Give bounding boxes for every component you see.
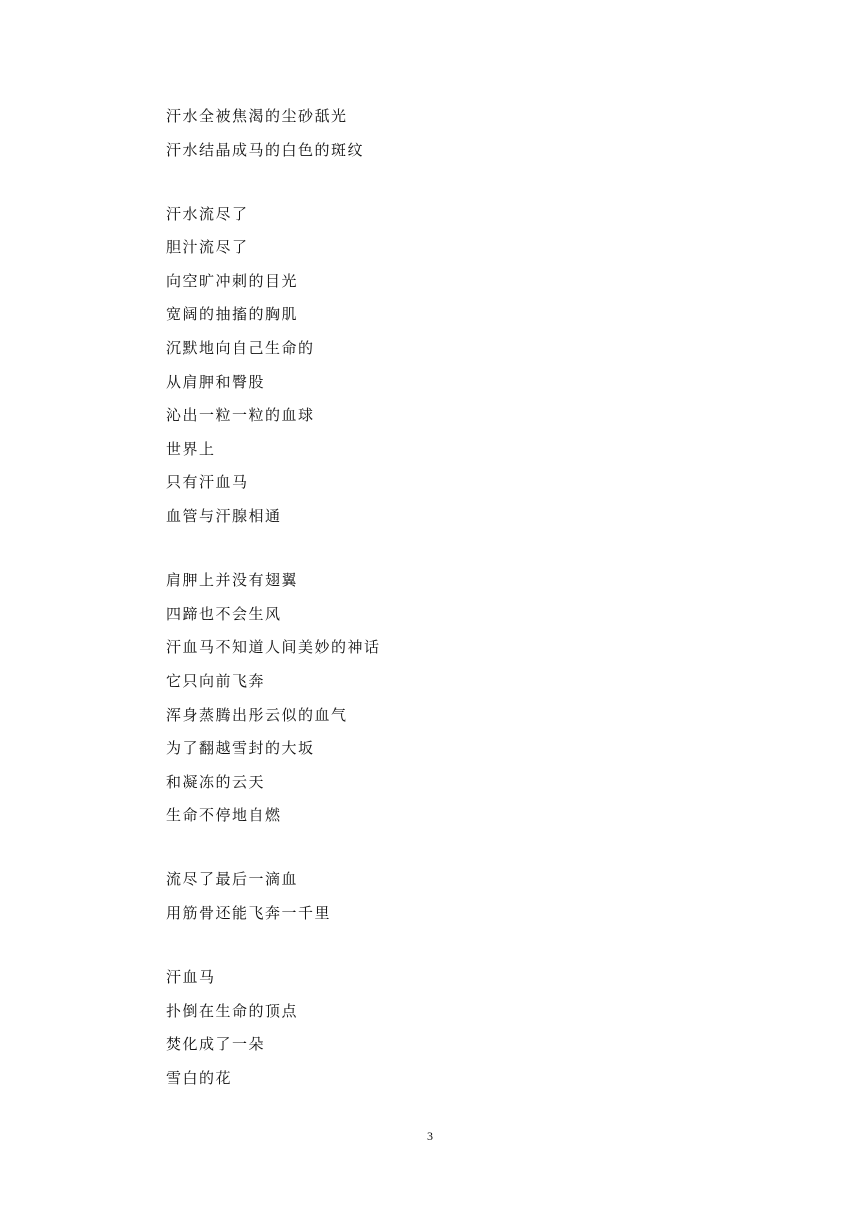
- poem-line: 向空旷冲刺的目光: [166, 271, 299, 290]
- poem-line: 用筋骨还能飞奔一千里: [166, 903, 332, 922]
- stanza-4: [166, 867, 726, 934]
- poem-line: 浑身蒸腾出彤云似的血气: [166, 705, 348, 724]
- poem-body: [166, 104, 726, 1099]
- poem-line: 汗水结晶成马的白色的斑纹: [166, 140, 365, 159]
- poem-line: 它只向前飞奔: [166, 671, 266, 690]
- poem-line: 只有汗血马: [166, 473, 249, 492]
- stanza-3: [166, 568, 726, 837]
- poem-line: 焚化成了一朵: [166, 1035, 266, 1054]
- poem-line: 血管与汗腺相通: [166, 507, 282, 526]
- poem-line: 汗水流尽了: [166, 204, 249, 223]
- poem-line: 肩胛上并没有翅翼: [166, 571, 299, 590]
- poem-line: 四蹄也不会生风: [166, 604, 282, 623]
- poem-line: 世界上: [166, 439, 216, 458]
- stanza-1: [166, 104, 726, 171]
- poem-line: 汗水全被焦渴的尘砂舐光: [166, 107, 348, 125]
- poem-line: 胆汁流尽了: [166, 238, 249, 257]
- page-number: 3: [427, 1129, 433, 1143]
- poem-line: 汗血马: [166, 968, 216, 987]
- poem-line: 雪白的花: [166, 1068, 233, 1087]
- poem-line: 沁出一粒一粒的血球: [166, 406, 315, 425]
- poem-line: 生命不停地自燃: [166, 806, 282, 825]
- poem-line: 从肩胛和臀股: [166, 372, 266, 391]
- poem-line: 扑倒在生命的顶点: [166, 1001, 299, 1020]
- poem-line: 宽阔的抽搐的胸肌: [166, 305, 299, 324]
- poem-line: 汗血马不知道人间美妙的神话: [166, 638, 381, 657]
- poem-line: 和凝冻的云天: [166, 772, 266, 791]
- poem-line: 为了翻越雪封的大坂: [166, 739, 315, 758]
- stanza-2: [166, 202, 726, 538]
- stanza-5: [166, 965, 726, 1099]
- poem-line: 流尽了最后一滴血: [166, 870, 299, 889]
- poem-line: 沉默地向自己生命的: [166, 339, 315, 358]
